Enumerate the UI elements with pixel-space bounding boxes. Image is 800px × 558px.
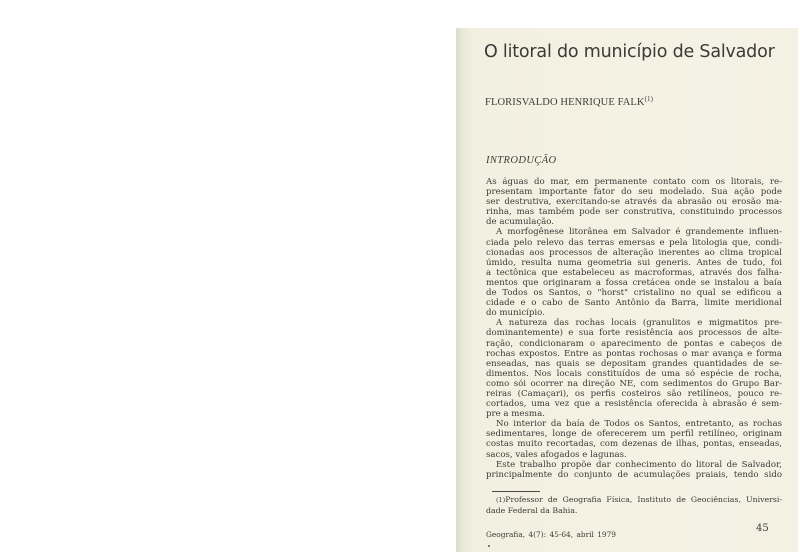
article-title: O litoral do município de Salvador xyxy=(484,42,775,62)
body-line: reiras (Camaçari), os perfis costeiros são retilíneos, pouco re- xyxy=(486,388,782,399)
body-line: sacos, vales afogados e lagunas. xyxy=(486,449,627,460)
body-line: dominantemente) e sua forte resistência aos processos de alte- xyxy=(486,328,782,339)
body-line: As águas do mar, em permanente contato com os litorais, re- xyxy=(486,177,782,187)
body-line: como sói ocorrer na direção NE, com sedimentos do Grupo Bar- xyxy=(486,378,782,389)
body-line: enseadas, nas quais se depositam grandes quantidades de se- xyxy=(486,358,782,369)
body-line: cortados, uma vez que a resistência oferecida à abrasão é sem- xyxy=(486,399,782,410)
body-line: pre a mesma. xyxy=(486,409,545,420)
body-line: cionadas aos processos de alteração inerentes ao clima tropical xyxy=(486,247,782,258)
author-footnote-marker: (1) xyxy=(644,95,654,103)
body-line: rochas expostos. Entre as pontas rochosas o mar avança e forma xyxy=(486,348,782,359)
body-line: A morfogênese litorânea em Salvador é grandemente influen- xyxy=(496,227,782,238)
body-line: mentos que originaram a fossa cretácea onde se instalou a baía xyxy=(486,277,782,288)
journal-citation: Geografia, 4(7): 45-64, abril 1979 xyxy=(486,530,617,539)
body-line: rinha, mas também pode ser construtiva, constituindo processos xyxy=(486,207,782,218)
body-line: úmido, resulta numa geometria sui generis. Antes de tudo, foi xyxy=(486,257,782,268)
body-line: presentam importante fator do seu modelado. Sua ação pode xyxy=(486,187,782,198)
body-line: No interior da baía de Todos os Santos, entretanto, as rochas xyxy=(496,419,782,430)
body-line: A natureza das rochas locais (granulitos e migmatitos pre- xyxy=(496,318,782,329)
author-line xyxy=(485,95,653,108)
body-line: ser destrutiva, exercitando-se através da abrasão ou erosão ma- xyxy=(486,197,782,208)
body-line: dimentos. Nos locais constituídos de uma só espécie de rocha, xyxy=(486,368,782,379)
body-line: cidade e o cabo de Santo Antônio da Barra, limite meridional xyxy=(486,298,782,309)
footnote-line xyxy=(486,495,782,506)
stray-mark xyxy=(488,545,490,547)
footnote-marker: (1) xyxy=(496,496,506,504)
footnote-divider xyxy=(492,491,540,492)
footnote-line: dade Federal da Bahia. xyxy=(486,505,578,515)
body-line: a tectônica que estabeleceu as macroformas, através dos falha- xyxy=(486,267,782,278)
body-line: de acumulação. xyxy=(486,217,555,228)
body-line: ciada pelo relevo das terras emersas e pela litologia que, condi- xyxy=(486,237,782,248)
body-text xyxy=(486,177,782,480)
body-line: Este trabalho propõe dar conhecimento do litoral de Salvador, xyxy=(496,459,782,470)
body-line: ração, condicionaram o aparecimento de pontas e cabeços de xyxy=(486,338,782,349)
body-line: costas muito recortadas, com dezenas de ilhas, pontas, enseadas, xyxy=(486,439,782,450)
author-name: FLORISVALDO HENRIQUE FALK xyxy=(485,97,645,108)
document-page xyxy=(456,28,798,552)
body-line: de Todos os Santos, o "horst" cristalino no qual se edificou a xyxy=(486,288,782,299)
footnote-text-1: Professor de Geografia Física, Instituto de Geociências, Universi- xyxy=(505,495,782,504)
body-line: do município. xyxy=(486,308,545,319)
page-number: 45 xyxy=(756,523,769,534)
section-heading: INTRODUÇÃO xyxy=(486,155,557,166)
footnote xyxy=(486,495,782,515)
body-line: principalmente do conjunto de acumulações praiais, tendo sido xyxy=(486,469,782,480)
body-line: sedimentares, longe de oferecerem um perfil retilíneo, originam xyxy=(486,429,782,440)
